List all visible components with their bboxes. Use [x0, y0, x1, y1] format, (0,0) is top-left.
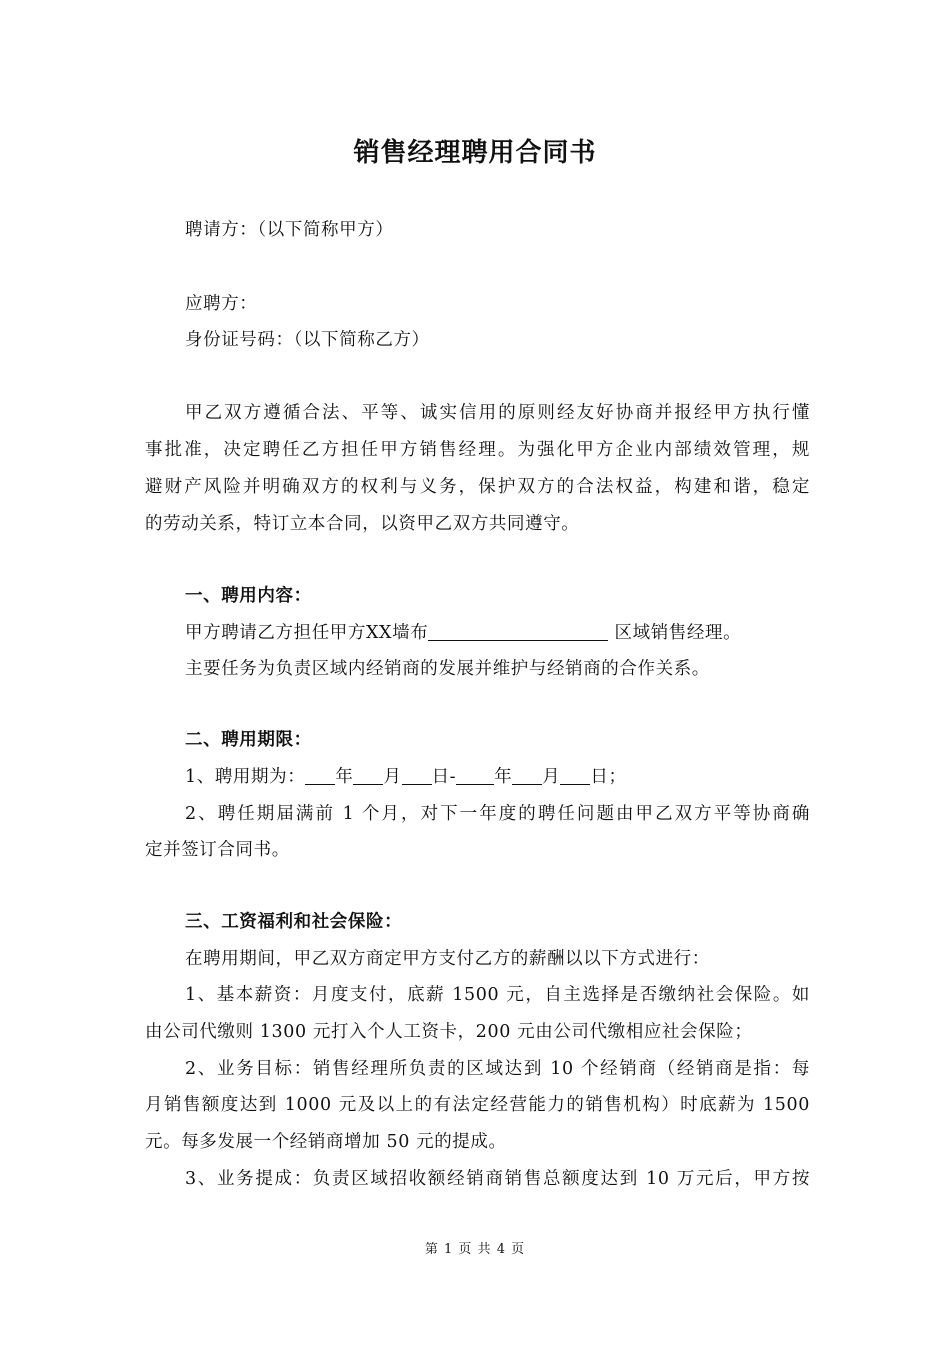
year-label: 年 — [335, 767, 354, 787]
section-1-task-line: 主要任务为负责区域内经销商的发展并维护与经销商的合作关系。 — [185, 659, 710, 679]
preamble-line: 的劳动关系，特订立本合同，以资甲乙双方共同遵守。 — [145, 514, 580, 534]
salary-item-1-line: 由公司代缴则 1300 元打入个人工资卡，200 元由公司代缴相应社会保险； — [145, 1022, 753, 1042]
section-3-intro: 在聘用期间，甲乙双方商定甲方支付乙方的薪酬以以下方式进行： — [185, 949, 710, 969]
preamble-line: 避财产风险并明确双方的权利与义务，保护双方的合法权益，构建和谐，稳定 — [145, 477, 810, 497]
start-day-blank[interactable] — [402, 766, 432, 785]
start-year-blank[interactable] — [305, 766, 335, 785]
preamble-line: 事批准，决定聘任乙方担任甲方销售经理。为强化甲方企业内部绩效管理，规 — [145, 440, 810, 460]
region-blank[interactable] — [428, 622, 608, 641]
month-label: 月 — [383, 767, 402, 787]
day-end-label: 日； — [590, 767, 627, 787]
document-title: 销售经理聘用合同书 — [353, 138, 597, 168]
end-year-blank[interactable] — [456, 766, 494, 785]
salary-item-2-line: 2、业务目标：销售经理所负责的区域达到 10 个经销商（经销商是指：每 — [185, 1059, 810, 1079]
term-item-2-line: 定并签订合同书。 — [145, 840, 290, 860]
section-2-heading: 二、聘用期限： — [185, 730, 312, 750]
end-day-blank[interactable] — [560, 766, 590, 785]
preamble-line: 甲乙双方遵循合法、平等、诚实信用的原则经友好协商并报经甲方执行懂 — [185, 403, 810, 423]
term-line — [185, 763, 810, 788]
section-1-heading: 一、聘用内容： — [185, 586, 312, 606]
end-month-blank[interactable] — [512, 766, 542, 785]
start-month-blank[interactable] — [353, 766, 383, 785]
party-b-id-line: 身份证号码：（以下简称乙方） — [185, 330, 430, 350]
section-1-text: 区域销售经理。 — [608, 623, 742, 643]
page-footer: 第 1 页 共 4 页 — [424, 1242, 526, 1257]
section-1-text: 甲方聘请乙方担任甲方XX墙布 — [185, 623, 429, 643]
term-item-2-line: 2、聘任期届满前 1 个月，对下一年度的聘任问题由甲乙双方平等协商确 — [185, 804, 810, 824]
party-a-line: 聘请方：（以下简称甲方） — [185, 220, 394, 240]
day-dash-label: 日- — [431, 767, 457, 787]
term-prefix: 1、聘用期为： — [185, 767, 306, 787]
salary-item-2-line: 月销售额度达到 1000 元及以上的有法定经营能力的销售机构）时底薪为 1500 — [145, 1095, 810, 1115]
year-label: 年 — [494, 767, 513, 787]
section-3-heading: 三、工资福利和社会保险： — [185, 912, 403, 932]
salary-item-2-line: 元。每多发展一个经销商增加 50 元的提成。 — [145, 1132, 507, 1152]
party-b-line: 应聘方： — [185, 294, 258, 314]
salary-item-1-line: 1、基本薪资：月度支付，底薪 1500 元，自主选择是否缴纳社会保险。如 — [185, 985, 810, 1005]
salary-item-3-line: 3、业务提成：负责区域招收额经销商销售总额度达到 10 万元后，甲方按 — [185, 1169, 810, 1189]
section-1-content-line — [185, 619, 810, 644]
month-label: 月 — [542, 767, 561, 787]
